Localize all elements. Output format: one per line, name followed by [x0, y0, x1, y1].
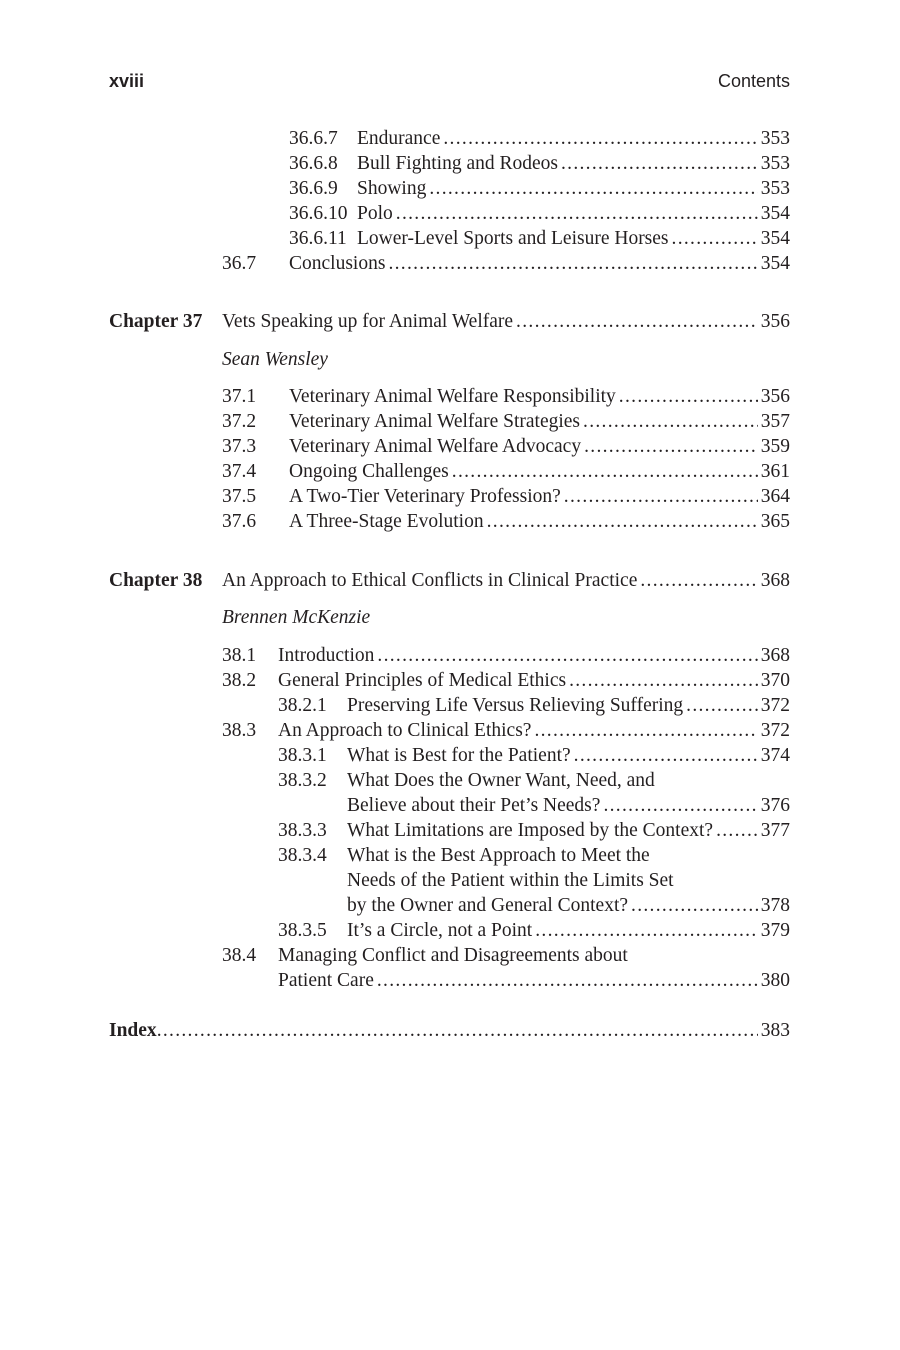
- dot-leader: [561, 151, 758, 176]
- section-title: Ongoing Challenges: [289, 461, 449, 482]
- page-ref: 353: [760, 153, 790, 174]
- section-title: Believe about their Pet’s Needs?: [347, 795, 601, 816]
- page-ref: 380: [760, 970, 790, 991]
- toc-entry[interactable]: [0, 484, 900, 509]
- toc-entry[interactable]: [0, 693, 900, 718]
- dot-leader: [377, 643, 757, 668]
- section-title: Conclusions: [289, 253, 386, 274]
- chapter-label: Chapter 38: [109, 570, 203, 591]
- section-title: by the Owner and General Context?: [347, 895, 629, 916]
- page-ref: 356: [760, 386, 790, 407]
- page-ref: 379: [760, 920, 790, 941]
- dot-leader: [583, 409, 758, 434]
- toc-entry[interactable]: [0, 768, 900, 793]
- page-ref: 370: [760, 670, 790, 691]
- section-title-line: What Does the Owner Want, Need, and: [347, 770, 655, 791]
- chapter-author: Brennen McKenzie: [222, 607, 371, 628]
- section-number: 36.6.7: [289, 128, 338, 149]
- section-title-line: Managing Conflict and Disagreements about: [278, 945, 628, 966]
- section-number: 37.2: [222, 411, 257, 432]
- dot-leader: [574, 743, 758, 768]
- dot-leader: [584, 434, 758, 459]
- toc-entry[interactable]: [0, 643, 900, 668]
- section-title: A Three-Stage Evolution: [289, 511, 484, 532]
- dot-leader: [157, 1018, 758, 1043]
- section-number: 38.3.2: [278, 770, 327, 791]
- section-number: 37.4: [222, 461, 257, 482]
- dot-leader: [686, 693, 758, 718]
- page-ref: 383: [760, 1020, 790, 1041]
- toc-entry-continuation[interactable]: [0, 793, 900, 818]
- page-ref: 364: [760, 486, 790, 507]
- page-ref: 378: [760, 895, 790, 916]
- section-number: 36.6.8: [289, 153, 338, 174]
- toc-entry[interactable]: [0, 126, 900, 151]
- page-ref: 353: [760, 128, 790, 149]
- dot-leader: [535, 918, 758, 943]
- toc-entry[interactable]: [0, 509, 900, 534]
- section-title: What is Best for the Patient?: [347, 745, 571, 766]
- section-number: 38.3.3: [278, 820, 327, 841]
- chapter-heading[interactable]: [0, 309, 900, 334]
- section-title: Preserving Life Versus Relieving Suffering: [347, 695, 684, 716]
- toc-entry-continuation[interactable]: [0, 968, 900, 993]
- chapter-heading[interactable]: [0, 568, 900, 593]
- chapter-label: Chapter 37: [109, 311, 203, 332]
- page-ref: 372: [760, 695, 790, 716]
- toc-entry[interactable]: [0, 459, 900, 484]
- section-title: An Approach to Clinical Ethics?: [278, 720, 532, 741]
- toc-entry-continuation[interactable]: [0, 868, 900, 893]
- page-ref: 376: [760, 795, 790, 816]
- section-title: Lower-Level Sports and Leisure Horses: [357, 228, 669, 249]
- section-title-line: What is the Best Approach to Meet the: [347, 845, 650, 866]
- chapter-title: Vets Speaking up for Animal Welfare: [222, 311, 514, 332]
- section-number: 38.2: [222, 670, 257, 691]
- section-title: A Two-Tier Veterinary Profession?: [289, 486, 561, 507]
- dot-leader: [564, 484, 758, 509]
- page-ref: 361: [760, 461, 790, 482]
- section-title: Patient Care: [278, 970, 374, 991]
- section-title: Bull Fighting and Rodeos: [357, 153, 558, 174]
- page-ref: 353: [760, 178, 790, 199]
- toc-entry[interactable]: [0, 251, 900, 276]
- section-number: 37.1: [222, 386, 257, 407]
- toc-entry[interactable]: [0, 668, 900, 693]
- page-ref: 359: [760, 436, 790, 457]
- dot-leader: [388, 251, 757, 276]
- index-entry[interactable]: [0, 1018, 900, 1043]
- toc-entry[interactable]: [0, 918, 900, 943]
- dot-leader: [640, 568, 757, 593]
- page-ref: 354: [760, 203, 790, 224]
- dot-leader: [603, 793, 757, 818]
- section-number: 36.7: [222, 253, 257, 274]
- toc-entry[interactable]: [0, 843, 900, 868]
- dot-leader: [516, 309, 758, 334]
- section-number: 36.6.9: [289, 178, 338, 199]
- dot-leader: [487, 509, 758, 534]
- toc-entry[interactable]: [0, 434, 900, 459]
- page-ref: 368: [760, 570, 790, 591]
- section-number: 38.3.1: [278, 745, 327, 766]
- section-title: Introduction: [278, 645, 375, 666]
- dot-leader: [452, 459, 758, 484]
- dot-leader: [443, 126, 757, 151]
- section-title: Polo: [357, 203, 393, 224]
- section-title: It’s a Circle, not a Point: [347, 920, 533, 941]
- section-number: 38.3: [222, 720, 257, 741]
- dot-leader: [377, 968, 758, 993]
- page-ref: 365: [760, 511, 790, 532]
- section-title-line: Needs of the Patient within the Limits Set: [347, 870, 674, 891]
- page-number: xviii: [109, 71, 145, 91]
- page-ref: 354: [760, 228, 790, 249]
- toc-entry[interactable]: [0, 151, 900, 176]
- section-number: 38.3.4: [278, 845, 327, 866]
- section-title: What Limitations are Imposed by the Context?: [347, 820, 714, 841]
- dot-leader: [396, 201, 758, 226]
- dot-leader: [429, 176, 757, 201]
- dot-leader: [619, 384, 758, 409]
- page-ref: 354: [760, 253, 790, 274]
- toc-entry[interactable]: [0, 384, 900, 409]
- toc-entry-continuation[interactable]: [0, 893, 900, 918]
- section-number: 38.3.5: [278, 920, 327, 941]
- page-ref: 368: [760, 645, 790, 666]
- dot-leader: [569, 668, 758, 693]
- section-number: 37.3: [222, 436, 257, 457]
- page-ref: 372: [760, 720, 790, 741]
- dot-leader: [631, 893, 758, 918]
- dot-leader: [716, 818, 758, 843]
- toc-entry[interactable]: [0, 226, 900, 251]
- section-title: Veterinary Animal Welfare Advocacy: [289, 436, 582, 457]
- index-label: Index: [109, 1020, 157, 1041]
- section-title: Veterinary Animal Welfare Responsibility: [289, 386, 616, 407]
- page-ref: 374: [760, 745, 790, 766]
- toc-entry[interactable]: [0, 409, 900, 434]
- toc-entry[interactable]: [0, 718, 900, 743]
- toc-entry[interactable]: [0, 201, 900, 226]
- section-number: 37.6: [222, 511, 257, 532]
- toc-entry[interactable]: [0, 743, 900, 768]
- section-title: Veterinary Animal Welfare Strategies: [289, 411, 581, 432]
- section-number: 38.2.1: [278, 695, 327, 716]
- section-number: 38.4: [222, 945, 257, 966]
- page-ref: 356: [760, 311, 790, 332]
- section-number: 37.5: [222, 486, 257, 507]
- section-title: General Principles of Medical Ethics: [278, 670, 567, 691]
- dot-leader: [672, 226, 758, 251]
- page-ref: 377: [760, 820, 790, 841]
- toc-entry[interactable]: [0, 818, 900, 843]
- section-title: Endurance: [357, 128, 441, 149]
- chapter-author: Sean Wensley: [222, 349, 328, 370]
- page-ref: 357: [760, 411, 790, 432]
- running-title: Contents: [717, 71, 790, 91]
- dot-leader: [534, 718, 757, 743]
- chapter-title: An Approach to Ethical Conflicts in Clinical Practice: [222, 570, 638, 591]
- section-number: 38.1: [222, 645, 257, 666]
- toc-entry[interactable]: [0, 943, 900, 968]
- toc-entry[interactable]: [0, 176, 900, 201]
- section-number: 36.6.10: [289, 203, 348, 224]
- section-number: 36.6.11: [289, 228, 347, 249]
- section-title: Showing: [357, 178, 427, 199]
